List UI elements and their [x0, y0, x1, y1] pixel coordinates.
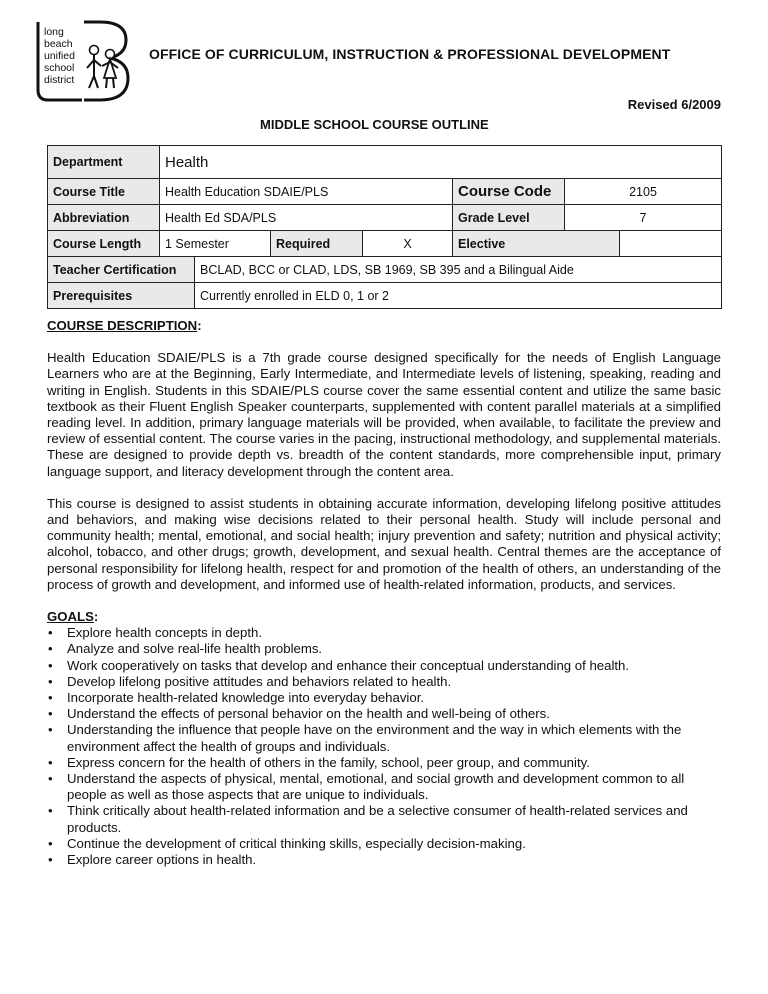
goal-item: • Understand the effects of personal behavior on the health and well-being of others. [47, 706, 721, 722]
goals-heading [47, 609, 721, 625]
description-paragraph-1: Health Education SDAIE/PLS is a 7th grade course designed specifically for the needs of English Language Learners who are at the Beginning, Early Intermediate, and Intermediate levels of listening, speaking, reading and writing in English. Students in this SDAIE/PLS course cover the same essential content and utilize the same basic textbook as their Fluent English Speaker counterparts, supplemented with content parallel materials at a simplified reading level. In addition, primary language materials will be provided, when available, to facilitate the preview and review of essential content. The course varies in the pacing, instructional methodology, and supplemental materials. These are designed to provide depth vs. breadth of the content standards, more comprehensible input, primary language support, and literacy development through the content area. [47, 350, 721, 479]
goal-item: • Analyze and solve real-life health problems. [47, 641, 721, 657]
required-label: Required [271, 231, 363, 257]
description-heading [47, 318, 721, 334]
teacher-cert-value: BCLAD, BCC or CLAD, LDS, SB 1969, SB 395 and a Bilingual Aide [195, 257, 722, 283]
course-length-row [48, 231, 722, 257]
description-paragraph-2: This course is designed to assist students in obtaining accurate information, developing lifelong positive attitudes and behaviors, and making wise decisions related to their personal health. Study will include personal and community health; mental, emotional, and social health; injury prevention and safety; nutrition and physical activity; alcohol, tobacco, and other drugs; growth, development, and sexual health. Central themes are the acceptance of personal responsibility for lifelong health, respect for and promotion of the health of others, an understanding of the process of growth and development, and informed use of health-related information, products, and services. [47, 495, 721, 592]
revised-date: Revised 6/2009 [627, 97, 721, 112]
goal-item: • Explore career options in health. [47, 852, 721, 868]
prerequisites-label: Prerequisites [48, 283, 195, 309]
logo-line: unified [44, 50, 75, 62]
heading-colon: : [197, 318, 202, 333]
logo-line: long [44, 26, 64, 38]
district-logo [34, 20, 130, 104]
abbreviation-label: Abbreviation [48, 205, 160, 231]
goal-item: • Continue the development of critical thinking skills, especially decision-making. [47, 836, 721, 852]
abbreviation-value: Health Ed SDA/PLS [160, 205, 453, 231]
goal-item: • Explore health concepts in depth. [47, 625, 721, 641]
logo-text [44, 26, 75, 86]
goal-item: • Develop lifelong positive attitudes and behaviors related to health. [47, 674, 721, 690]
goal-item: • Think critically about health-related information and be a selective consumer of health-related services and products. [47, 803, 721, 835]
abbreviation-row [48, 205, 722, 231]
goal-item: • Incorporate health-related knowledge into everyday behavior. [47, 690, 721, 706]
course-title-value: Health Education SDAIE/PLS [160, 179, 453, 205]
goal-item: • Understanding the influence that people have on the environment and the way in which elements with the environment affect the health of groups and individuals. [47, 722, 721, 754]
department-value: Health [160, 146, 722, 179]
goal-item: • Understand the aspects of physical, mental, emotional, and social growth and development common to all people as well as those aspects that are unique to individuals. [47, 771, 721, 803]
required-value: X [363, 231, 453, 257]
course-info-table [47, 145, 722, 309]
goal-item: • Express concern for the health of others in the family, school, peer group, and community. [47, 755, 721, 771]
logo-line: district [44, 74, 75, 86]
elective-value [620, 231, 722, 257]
course-content [47, 318, 721, 868]
description-heading-text: COURSE DESCRIPTION [47, 318, 198, 333]
prerequisites-row [48, 283, 722, 309]
heading-colon: : [93, 609, 99, 625]
course-title-label: Course Title [48, 179, 160, 205]
grade-level-value: 7 [565, 205, 722, 231]
logo-line: school [44, 62, 75, 74]
goals-list [47, 625, 721, 868]
logo-line: beach [44, 38, 73, 50]
department-row [48, 146, 722, 179]
grade-level-label: Grade Level [453, 205, 565, 231]
department-label: Department [48, 146, 160, 179]
teacher-cert-label: Teacher Certification [48, 257, 195, 283]
goal-item: • Work cooperatively on tasks that develop and enhance their conceptual understanding of health. [47, 658, 721, 674]
outline-title: MIDDLE SCHOOL COURSE OUTLINE [260, 117, 489, 132]
elective-label: Elective [453, 231, 620, 257]
course-length-value: 1 Semester [160, 231, 271, 257]
office-title: OFFICE OF CURRICULUM, INSTRUCTION & PROFESSIONAL DEVELOPMENT [149, 46, 671, 62]
teacher-cert-row [48, 257, 722, 283]
goals-heading-text: GOALS [47, 609, 94, 625]
course-length-label: Course Length [48, 231, 160, 257]
course-code-value: 2105 [565, 179, 722, 205]
prerequisites-value: Currently enrolled in ELD 0, 1 or 2 [195, 283, 722, 309]
course-title-row [48, 179, 722, 205]
course-code-label: Course Code [453, 179, 565, 205]
